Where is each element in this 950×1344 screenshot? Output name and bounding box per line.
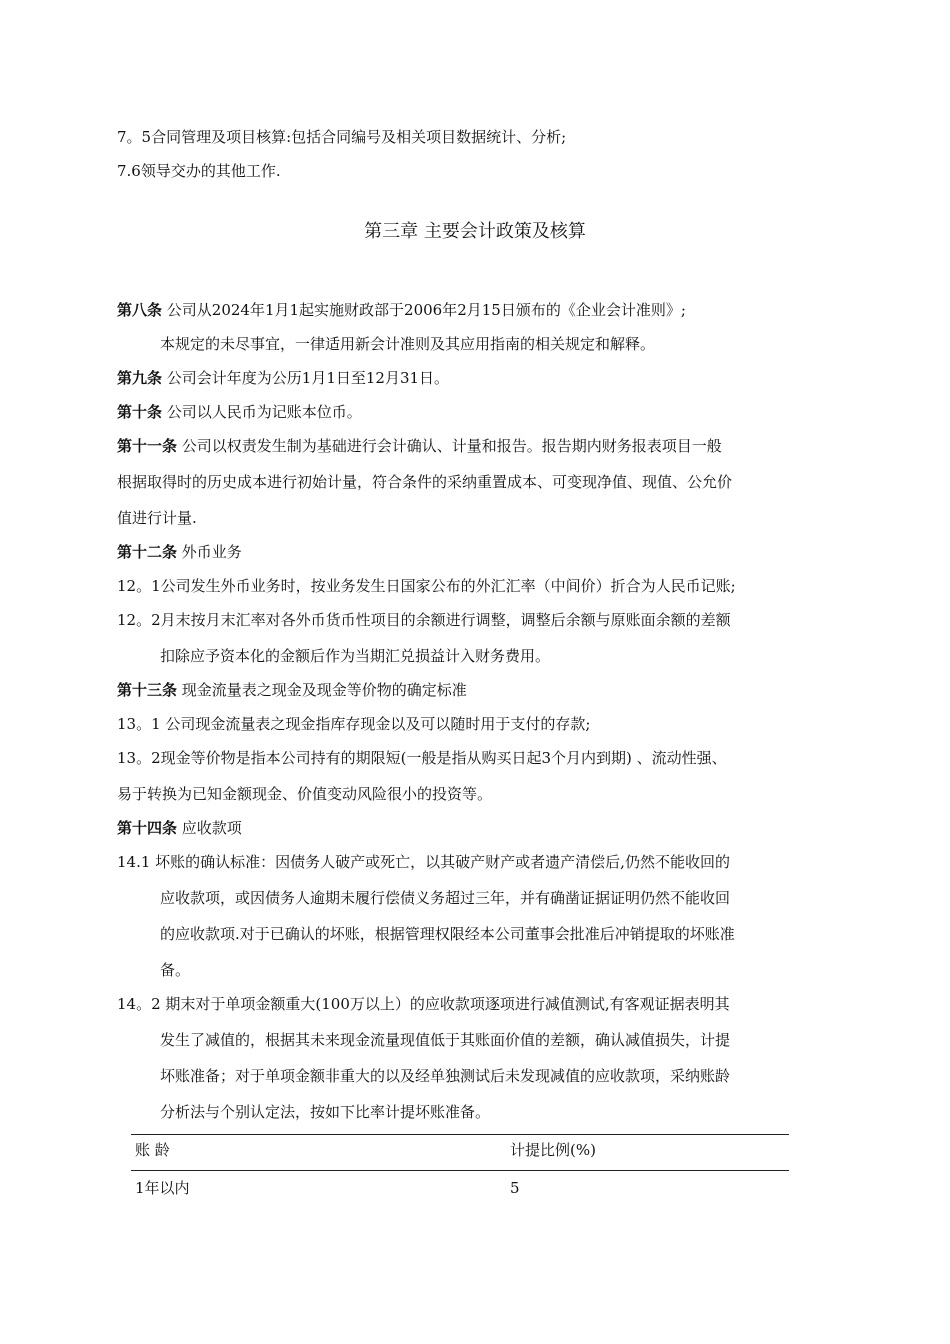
article-8 <box>117 300 686 320</box>
article-text: 现金流量表之现金及现金等价物的确定标准 <box>177 681 467 699</box>
article-14-item-cont: 备。 <box>160 961 191 979</box>
article-14 <box>117 818 242 838</box>
table-header-aging: 账 龄 <box>135 1141 170 1159</box>
section-7-5: 7。5合同管理及项目核算:包括合同编号及相关项目数据统计、分析; <box>117 128 567 146</box>
article-label: 第八条 <box>117 301 163 319</box>
article-14-item-cont: 应收款项，或因债务人逾期未履行偿债义务超过三年，并有确凿证据证明仍然不能收回 <box>160 889 731 907</box>
article-text: 应收款项 <box>177 819 242 837</box>
table-header-ratio: 计提比例(%) <box>510 1141 596 1159</box>
article-13 <box>117 680 467 700</box>
article-12 <box>117 542 242 562</box>
article-9 <box>117 368 449 388</box>
article-12-item: 12。1公司发生外币业务时，按业务发生日国家公布的外汇汇率（中间价）折合为人民币记账; <box>117 577 736 595</box>
table-cell-aging: 1年以内 <box>135 1179 190 1197</box>
chapter-title: 第三章 主要会计政策及核算 <box>364 221 586 242</box>
article-14-item: 14.1 坏账的确认标准：因债务人破产或死亡，以其破产财产或者遗产清偿后,仍然不能收回的 <box>117 853 730 871</box>
table-cell-ratio: 5 <box>510 1179 520 1197</box>
article-13-item: 13。2现金等价物是指本公司持有的期限短(一般是指从购买日起3个月内到期) 、流动性强、 <box>117 749 727 767</box>
article-label: 第九条 <box>117 369 163 387</box>
article-text: 公司会计年度为公历1月1日至12月31日。 <box>162 369 450 387</box>
article-label: 第十四条 <box>117 819 178 837</box>
article-11-cont: 根据取得时的历史成本进行初始计量，符合条件的采纳重置成本、可变现净值、现值、公允价 <box>117 473 733 491</box>
article-13-item-cont: 易于转换为已知金额现金、价值变动风险很小的投资等。 <box>117 785 493 803</box>
article-10 <box>117 402 362 422</box>
section-7-6: 7.6领导交办的其他工作. <box>117 162 281 180</box>
article-11 <box>117 436 722 456</box>
article-label: 第十三条 <box>117 681 178 699</box>
article-label: 第十一条 <box>117 437 178 455</box>
article-text: 公司以人民币为记账本位币。 <box>162 403 362 421</box>
article-label: 第十条 <box>117 403 163 421</box>
article-14-item-cont: 坏账准备；对于单项金额非重大的以及经单独测试后未发现减值的应收款项，采纳账龄 <box>160 1067 731 1085</box>
article-14-item-cont: 的应收款项.对于已确认的坏账，根据管理权限经本公司董事会批准后冲销提取的坏账准 <box>160 925 735 943</box>
article-8-cont: 本规定的未尽事宜，一律适用新会计准则及其应用指南的相关规定和解释。 <box>160 335 656 353</box>
article-text: 外币业务 <box>177 543 242 561</box>
table-header-rule <box>131 1170 789 1171</box>
article-11-cont: 值进行计量. <box>117 509 197 527</box>
article-12-item: 12。2月末按月末汇率对各外币货币性项目的余额进行调整，调整后余额与原账面余额的差额 <box>117 611 731 629</box>
article-14-item-cont: 发生了减值的，根据其未来现金流量现值低于其账面价值的差额，确认减值损失，计提 <box>160 1031 731 1049</box>
article-text: 公司以权责发生制为基础进行会计确认、计量和报告。报告期内财务报表项目一般 <box>177 437 722 455</box>
table-top-rule <box>131 1134 789 1135</box>
article-12-item-cont: 扣除应予资本化的金额后作为当期汇兑损益计入财务费用。 <box>160 647 551 665</box>
article-14-item-cont: 分析法与个别认定法，按如下比率计提坏账准备。 <box>160 1103 491 1121</box>
article-14-item: 14。2 期末对于单项金额重大(100万以上）的应收款项逐项进行减值测试,有客观证据表明其 <box>117 995 730 1013</box>
article-text: 公司从2024年1月1起实施财政部于2006年2月15日颁布的《企业会计准则》; <box>162 301 686 319</box>
article-label: 第十二条 <box>117 543 178 561</box>
article-13-item: 13。1 公司现金流量表之现金指库存现金以及可以随时用于支付的存款; <box>117 715 591 733</box>
